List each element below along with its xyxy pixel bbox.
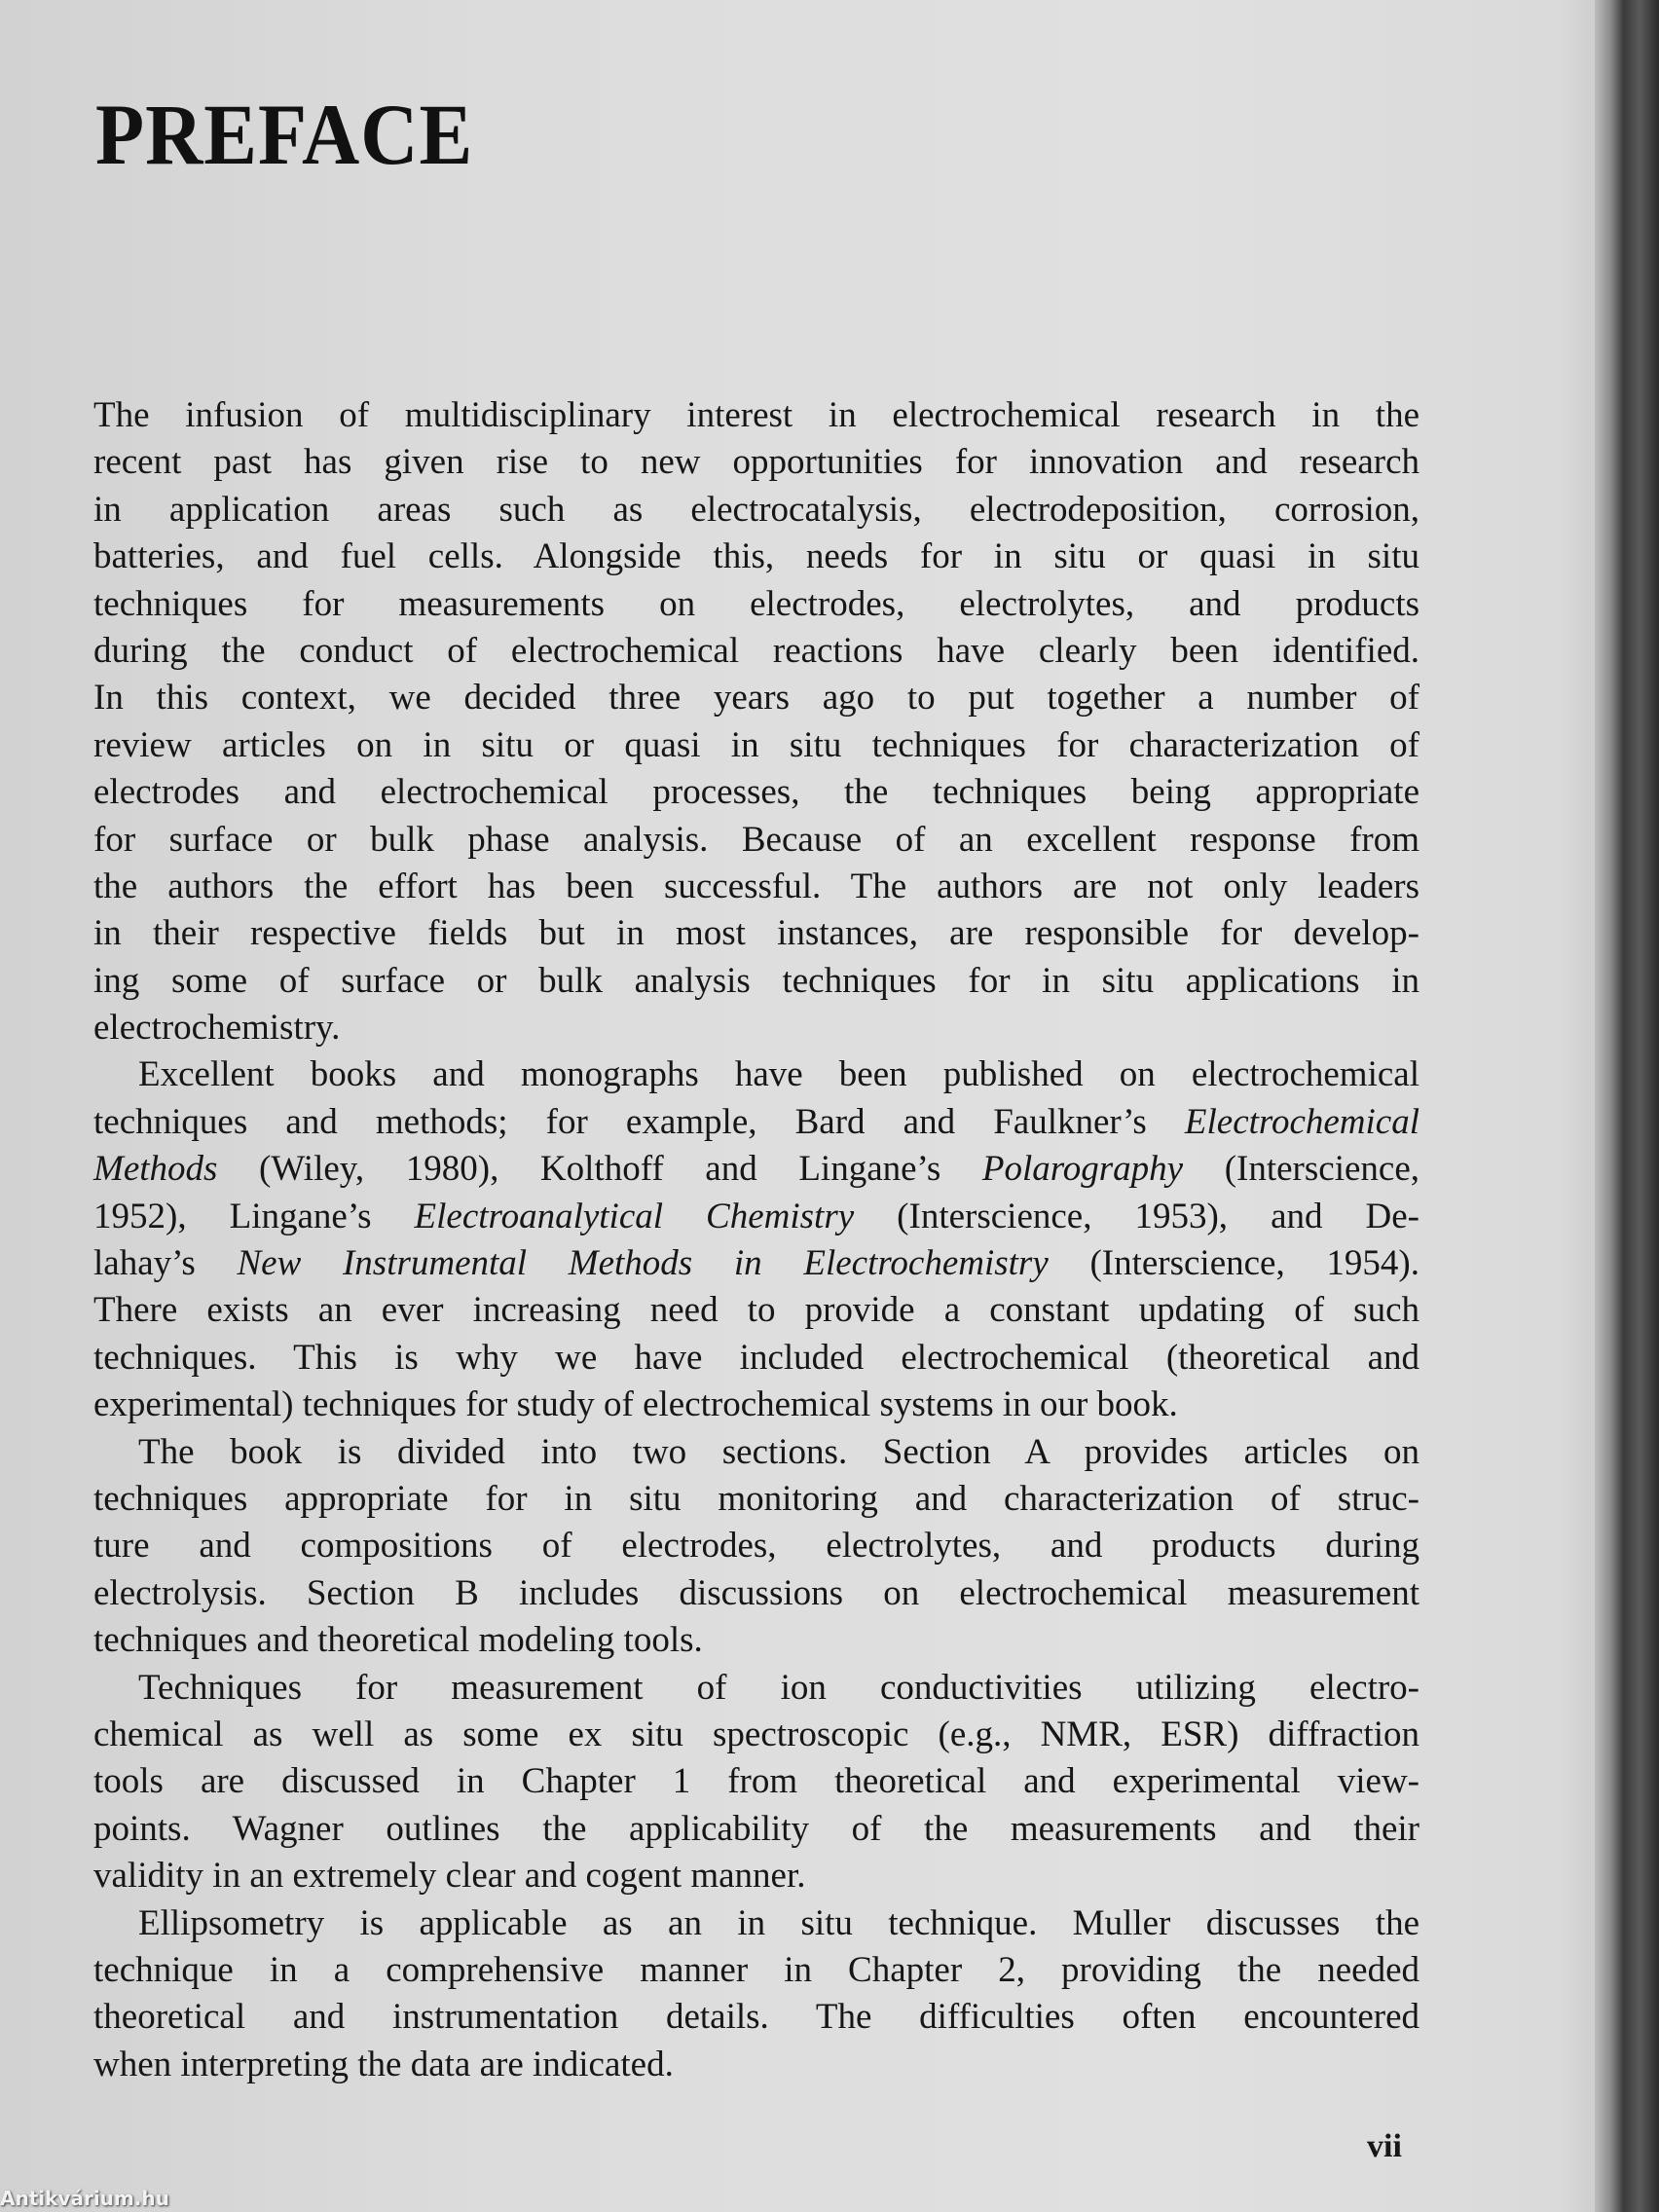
text-line bbox=[93, 1947, 1419, 1994]
italic-title: Electroanalytical Chemistry bbox=[414, 1196, 855, 1236]
text-line bbox=[93, 675, 1419, 721]
text-line bbox=[93, 1335, 1419, 1382]
text-segment: technique in a comprehensive manner in Chapter 2, providing the needed bbox=[93, 1949, 1419, 1990]
text-segment: techniques. This is why we have included electrochemical (theoretical and bbox=[93, 1337, 1419, 1378]
text-segment: Ellipsometry is applicable as an in situ technique. Muller discusses the bbox=[138, 1902, 1419, 1943]
text-line bbox=[93, 439, 1419, 486]
text-segment: review articles on in situ or quasi in situ techniques for characterization of bbox=[93, 724, 1419, 765]
paragraph bbox=[93, 1665, 1419, 1900]
text-line bbox=[93, 864, 1419, 910]
text-line bbox=[93, 1194, 1419, 1240]
text-line bbox=[93, 1758, 1419, 1805]
text-segment: The book is divided into two sections. Section A provides articles on bbox=[138, 1431, 1419, 1472]
text-segment: recent past has given rise to new opportunities for innovation and research bbox=[93, 442, 1419, 483]
text-line bbox=[93, 1382, 1419, 1428]
text-line bbox=[93, 628, 1419, 675]
text-segment: points. Wagner outlines the applicability of the measurements and their bbox=[93, 1808, 1419, 1849]
text-segment: techniques and theoretical modeling tools. bbox=[93, 1620, 703, 1661]
paragraph bbox=[93, 1051, 1419, 1428]
text-line bbox=[93, 1617, 1419, 1664]
text-segment: in application areas such as electrocatalysis, electrodeposition, corrosion, bbox=[93, 489, 1419, 530]
italic-title: New Instrumental Methods in Electrochemistry bbox=[237, 1243, 1049, 1284]
text-segment: techniques and methods; for example, Bard and Faulkner’s bbox=[93, 1101, 1185, 1142]
text-line bbox=[93, 1240, 1419, 1287]
text-line bbox=[93, 1005, 1419, 1051]
text-line bbox=[93, 1570, 1419, 1617]
text-line bbox=[93, 1429, 1419, 1476]
text-segment: (Interscience, bbox=[1183, 1149, 1419, 1190]
text-line bbox=[93, 392, 1419, 439]
text-segment: validity in an extremely clear and cogent manner. bbox=[93, 1856, 806, 1897]
text-segment: In this context, we decided three years ago to put together a number of bbox=[93, 678, 1419, 719]
text-line bbox=[93, 1806, 1419, 1853]
text-line bbox=[93, 581, 1419, 628]
text-segment: Excellent books and monographs have been published on electrochemical bbox=[138, 1054, 1419, 1095]
text-segment: ing some of surface or bulk analysis techniques for in situ applications in bbox=[93, 960, 1419, 1001]
text-segment: There exists an ever increasing need to provide a constant updating of such bbox=[93, 1290, 1419, 1331]
text-segment: ture and compositions of electrodes, electrolytes, and products during bbox=[93, 1526, 1419, 1567]
italic-title: Methods bbox=[93, 1149, 218, 1190]
text-segment: electrochemistry. bbox=[93, 1008, 341, 1049]
text-segment: (Interscience, 1953), and De- bbox=[854, 1196, 1419, 1236]
text-line bbox=[93, 534, 1419, 580]
text-segment: for surface or bulk phase analysis. Because of an excellent response from bbox=[93, 819, 1419, 860]
text-line bbox=[93, 1900, 1419, 1947]
text-line bbox=[93, 1146, 1419, 1193]
paragraph bbox=[93, 1900, 1419, 2089]
text-segment: batteries, and fuel cells. Alongside this, needs for in situ or quasi in situ bbox=[93, 536, 1419, 577]
page-title: PREFACE bbox=[95, 87, 474, 183]
italic-title: Polarography bbox=[981, 1149, 1184, 1190]
text-line bbox=[93, 1712, 1419, 1758]
page-number: vii bbox=[1367, 2128, 1402, 2164]
text-segment: Techniques for measurement of ion conductivities utilizing electro- bbox=[138, 1667, 1419, 1708]
paragraph bbox=[93, 392, 1419, 1051]
text-line bbox=[93, 1051, 1419, 1098]
text-segment: when interpreting the data are indicated. bbox=[93, 2044, 674, 2084]
text-segment: (Wiley, 1980), Kolthoff and Lingane’s bbox=[217, 1149, 982, 1190]
text-segment: techniques for measurements on electrodes, electrolytes, and products bbox=[93, 583, 1419, 624]
italic-title: Electrochemical bbox=[1184, 1101, 1419, 1142]
text-line bbox=[93, 958, 1419, 1005]
text-line bbox=[93, 722, 1419, 769]
text-segment: tools are discussed in Chapter 1 from theoretical and experimental view- bbox=[93, 1761, 1419, 1802]
text-line bbox=[93, 2042, 1419, 2088]
text-segment: chemical as well as some ex situ spectroscopic (e.g., NMR, ESR) diffraction bbox=[93, 1714, 1419, 1754]
text-segment: theoretical and instrumentation details. The difficulties often encountered bbox=[93, 1997, 1419, 2038]
text-line bbox=[93, 910, 1419, 957]
paragraph bbox=[93, 1429, 1419, 1665]
text-line bbox=[93, 769, 1419, 816]
watermark: Antikvárium.hu bbox=[0, 2187, 169, 2210]
text-segment: lahay’s bbox=[93, 1243, 238, 1284]
text-line bbox=[93, 817, 1419, 864]
text-segment: The infusion of multidisciplinary interest in electrochemical research in the bbox=[93, 395, 1419, 435]
text-segment: the authors the effort has been successful. The authors are not only leaders bbox=[93, 866, 1419, 906]
text-segment: electrodes and electrochemical processes, the techniques being appropriate bbox=[93, 772, 1419, 813]
text-segment: (Interscience, 1954). bbox=[1048, 1243, 1419, 1284]
text-segment: techniques appropriate for in situ monitoring and characterization of struc- bbox=[93, 1478, 1419, 1519]
text-line bbox=[93, 1287, 1419, 1334]
text-line bbox=[93, 1099, 1419, 1146]
text-line bbox=[93, 487, 1419, 534]
book-binding bbox=[1595, 0, 1659, 2212]
text-segment: electrolysis. Section B includes discussions on electrochemical measurement bbox=[93, 1572, 1419, 1613]
text-segment: during the conduct of electrochemical reactions have clearly been identified. bbox=[93, 630, 1419, 671]
text-line bbox=[93, 1994, 1419, 2041]
preface-body bbox=[93, 392, 1419, 2088]
text-line bbox=[93, 1665, 1419, 1712]
text-segment: experimental) techniques for study of electrochemical systems in our book. bbox=[93, 1384, 1178, 1425]
text-line bbox=[93, 1523, 1419, 1569]
text-line bbox=[93, 1853, 1419, 1899]
text-segment: 1952), Lingane’s bbox=[93, 1196, 415, 1236]
text-line bbox=[93, 1476, 1419, 1523]
text-segment: in their respective fields but in most instances, are responsible for develop- bbox=[93, 913, 1419, 954]
